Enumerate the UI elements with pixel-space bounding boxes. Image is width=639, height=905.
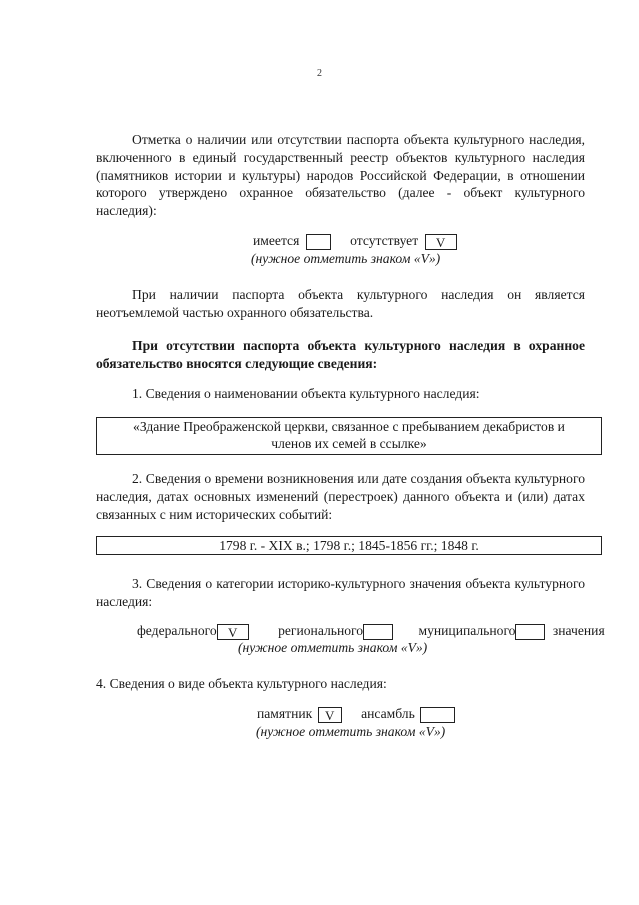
item1-name-line1: «Здание Преображенской церкви, связанное с пребыванием декабристов и: [133, 419, 565, 434]
option-absent-label: отсутствует: [350, 233, 419, 248]
type-hint: (нужное отметить знаком «V»): [256, 724, 446, 739]
category-regional-checkbox[interactable]: [363, 624, 393, 640]
passport-options-row: [253, 233, 457, 250]
option-has-checkbox[interactable]: [306, 234, 331, 250]
category-municipal-label: муниципального: [418, 623, 516, 638]
passport-present-paragraph: При наличии паспорта объекта культурного наследия он является неотъемлемой частью охранного обязательства.: [96, 287, 585, 320]
page-number: 2: [317, 68, 322, 79]
category-suffix: значения: [552, 623, 605, 638]
category-hint: (нужное отметить знаком «V»): [238, 640, 428, 655]
type-monument-checkbox[interactable]: V: [318, 707, 342, 723]
category-municipal-checkbox[interactable]: [515, 624, 545, 640]
category-federal-checkbox[interactable]: V: [217, 624, 249, 640]
option-has-label: имеется: [253, 233, 300, 248]
category-regional-label: регионального: [278, 623, 364, 638]
item3-paragraph: 3. Сведения о категории историко-культурного значения объекта культурного наследия:: [96, 576, 585, 609]
item1-label: 1. Сведения о наименовании объекта культурного наследия:: [132, 386, 480, 401]
passport-absent-paragraph: При отсутствии паспорта объекта культурного наследия в охранное обязательство вносятся следующие сведения:: [96, 338, 585, 371]
category-federal-label: федерального: [137, 623, 217, 638]
type-ensemble-label: ансамбль: [361, 706, 415, 721]
category-options-row: [137, 623, 605, 640]
option-absent-checkbox[interactable]: V: [425, 234, 457, 250]
item1-name-line2: членов их семей в ссылке»: [271, 436, 427, 451]
passport-hint: (нужное отметить знаком «V»): [251, 251, 441, 266]
item1-name-box: [96, 417, 602, 455]
item2-paragraph: 2. Сведения о времени возникновения или дате создания объекта культурного наследия, датах основных изменений (перестроек) данного объекта и (или) датах связанных с ним исторических событий:: [96, 471, 585, 522]
type-monument-label: памятник: [257, 706, 313, 721]
type-options-row: [257, 706, 455, 723]
type-ensemble-checkbox[interactable]: [420, 707, 455, 723]
item2-dates-box: 1798 г. - XIX в.; 1798 г.; 1845-1856 гг.; 1848 г.: [96, 536, 602, 555]
item4-label: 4. Сведения о виде объекта культурного наследия:: [96, 676, 387, 691]
passport-mark-paragraph: Отметка о наличии или отсутствии паспорта объекта культурного наследия, включенного в единый государственный реестр объектов культурного наследия (памятников истории и культуры) народов Российской Федерации, в отношении которого утверждено охранное обязательство (далее - объект культурного наследия):: [96, 132, 585, 219]
